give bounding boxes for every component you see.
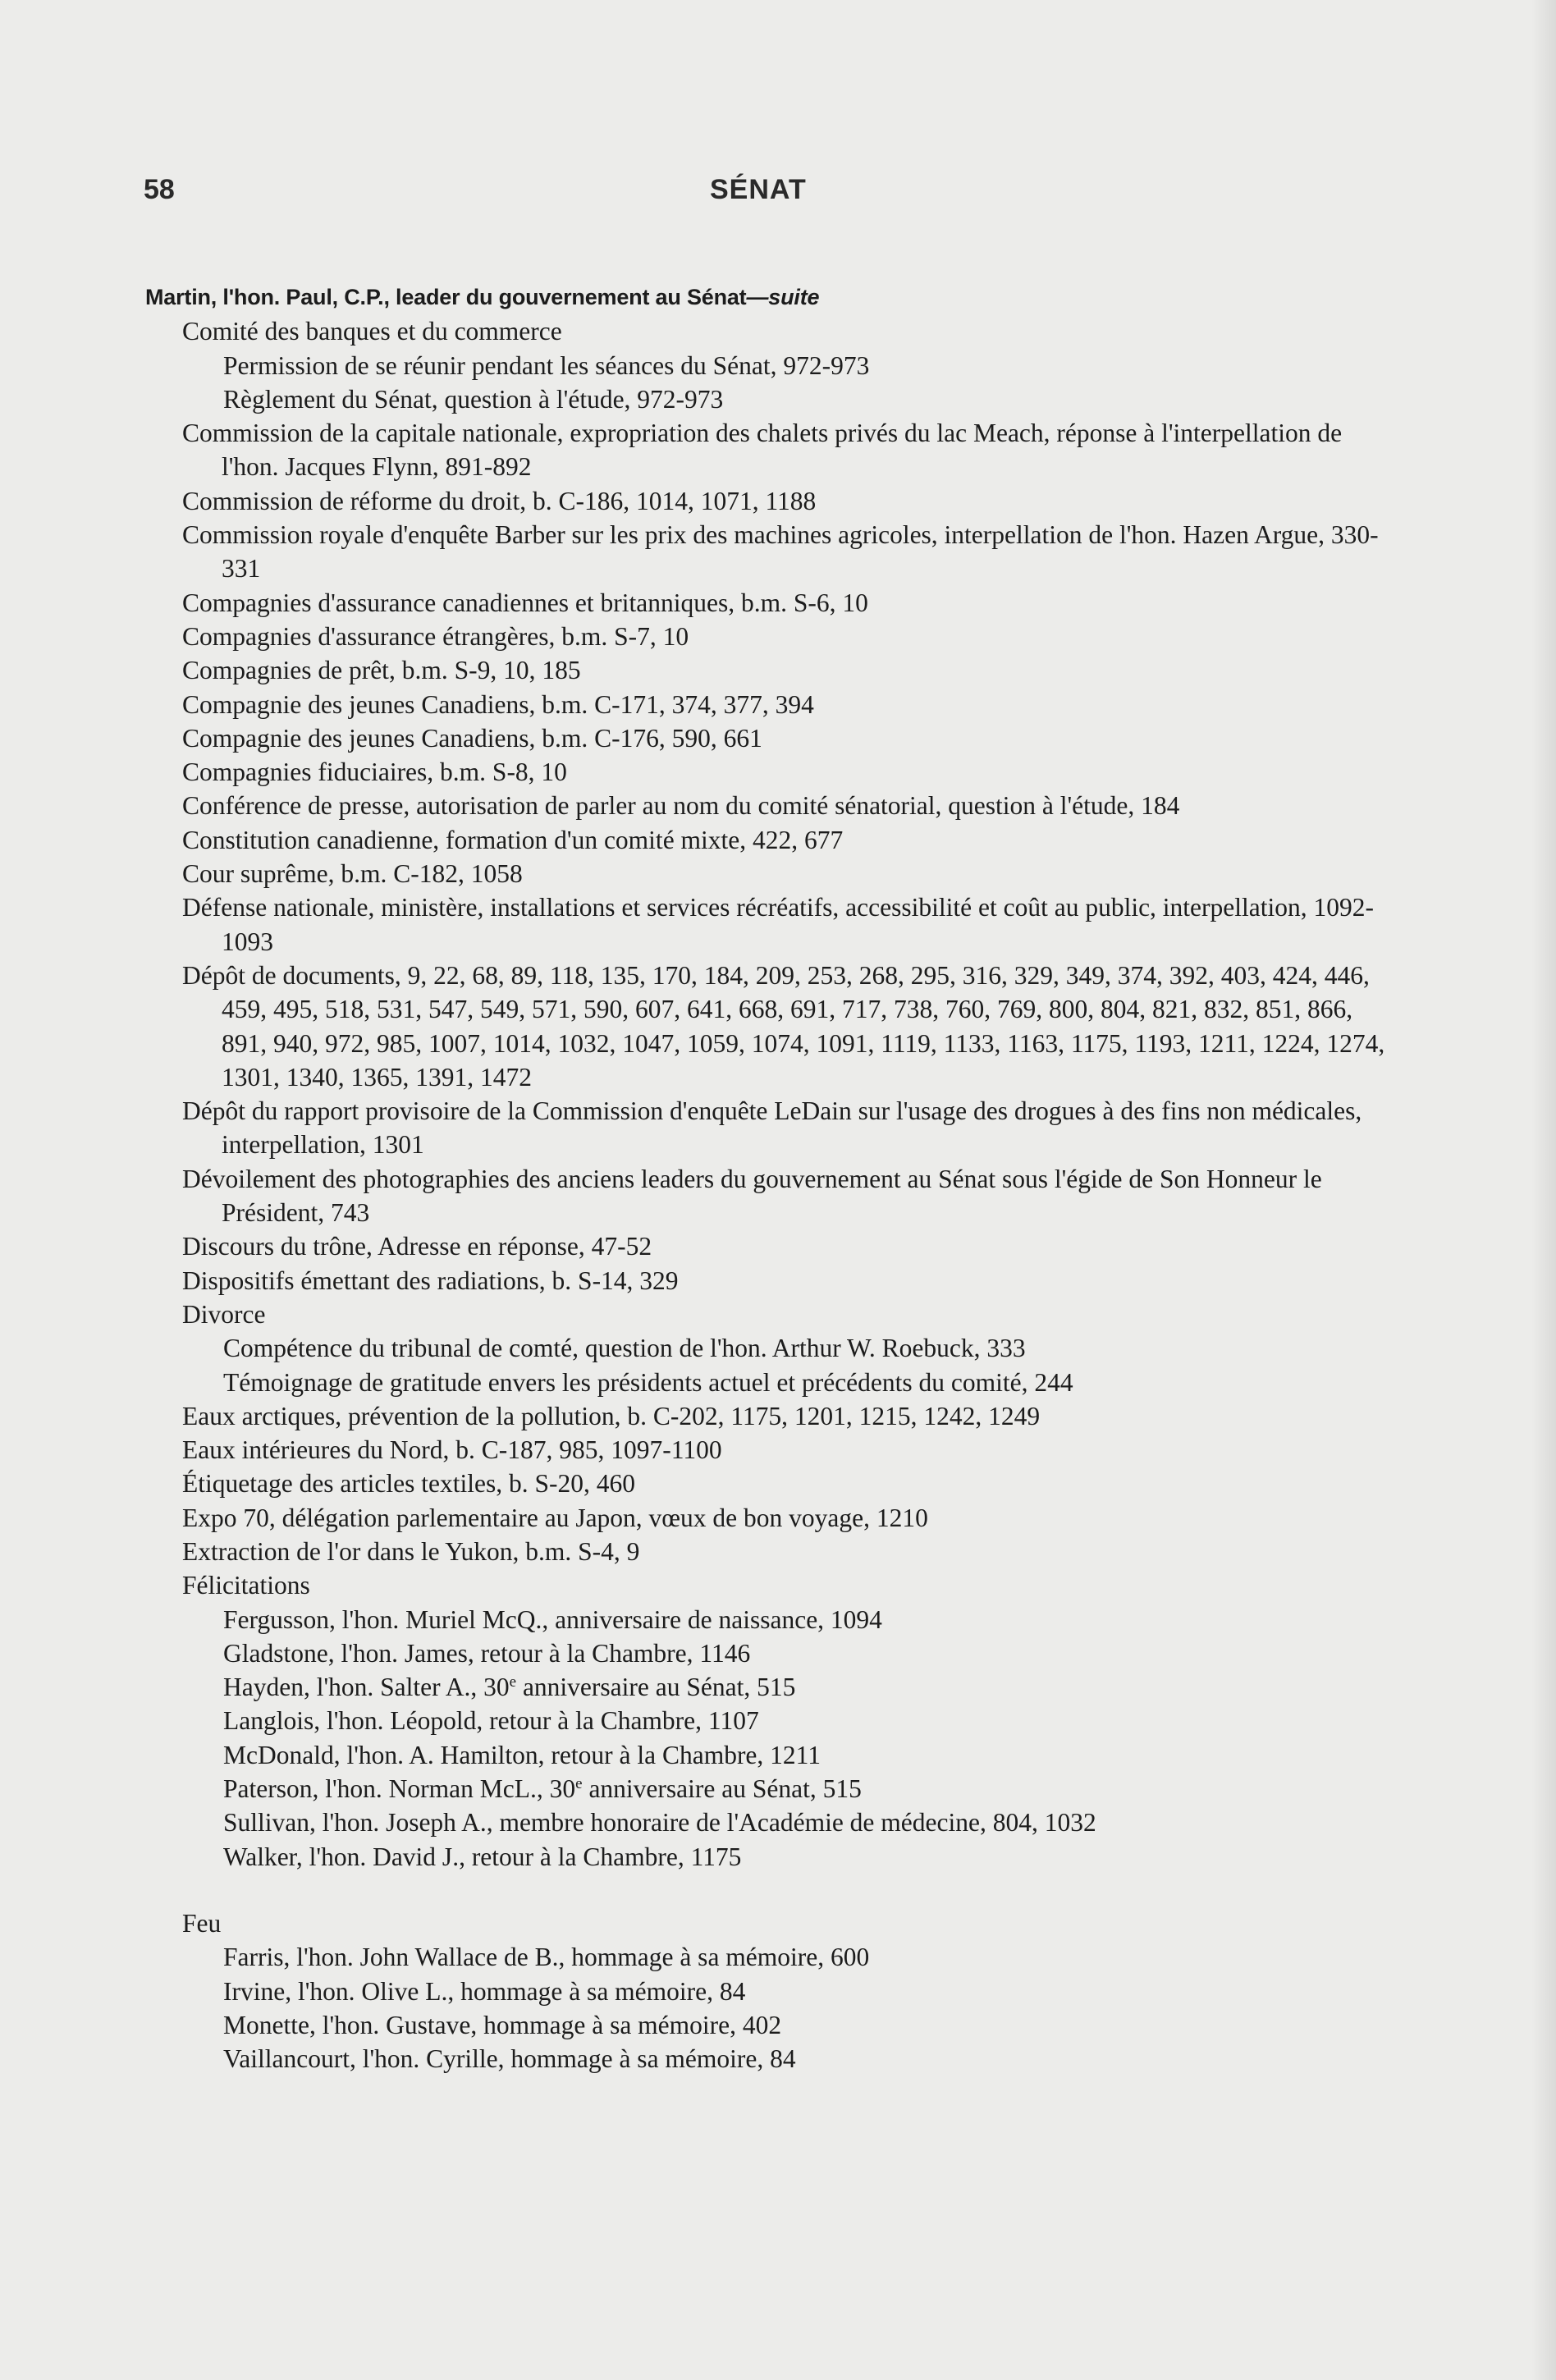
index-subentry xyxy=(182,1298,1401,1331)
index-subentry xyxy=(182,1906,1401,1940)
index-body xyxy=(145,281,1401,2076)
entry-text: Discours du trône, Adresse en réponse, 47-52 xyxy=(182,1232,652,1261)
index-subentry xyxy=(182,1433,1401,1467)
index-subentry xyxy=(182,314,1401,348)
entry-text: Comité des banques et du commerce xyxy=(182,317,562,346)
page-edge-shadow xyxy=(1531,0,1556,2380)
entry-text: Farris, l'hon. John Wallace de B., hommage à sa mémoire, 600 xyxy=(223,1943,870,1972)
index-subentry xyxy=(182,1162,1401,1230)
entry-text: Hayden, l'hon. Salter A., 30 xyxy=(223,1673,510,1702)
entry-text: Compagnie des jeunes Canadiens, b.m. C-171, 374, 377, 394 xyxy=(182,689,814,719)
entry-text: Monette, l'hon. Gustave, hommage à sa mémoire, 402 xyxy=(223,2010,782,2039)
entry-text: Félicitations xyxy=(182,1571,310,1600)
index-subentry xyxy=(182,1467,1401,1500)
entry-text: Extraction de l'or dans le Yukon, b.m. S-4, 9 xyxy=(182,1536,640,1566)
index-subsubentry xyxy=(223,1806,1401,1839)
index-subsubentry xyxy=(223,1636,1401,1670)
index-subentry xyxy=(182,1568,1401,1602)
index-subentry xyxy=(182,1094,1401,1162)
entry-text: Étiquetage des articles textiles, b. S-20, 460 xyxy=(182,1469,635,1499)
entry-text: Compagnies fiduciaires, b.m. S-8, 10 xyxy=(182,757,567,787)
entry-text: Fergusson, l'hon. Muriel McQ., anniversaire de naissance, 1094 xyxy=(223,1604,882,1634)
entry-text: Compagnies d'assurance canadiennes et britanniques, b.m. S-6, 10 xyxy=(182,588,868,617)
index-subsubentry xyxy=(223,1603,1401,1636)
index-subsubentry xyxy=(223,2008,1401,2042)
entry-text-continued: anniversaire au Sénat, 515 xyxy=(582,1774,862,1804)
section-gap xyxy=(145,1874,1401,1906)
page-number: 58 xyxy=(144,174,175,205)
index-subentry xyxy=(182,620,1401,653)
entry-text: Dévoilement des photographies des anciens leaders du gouvernement au Sénat sous l'égide de Son Honneur le Président, 743 xyxy=(182,1164,1322,1228)
entry-text: Vaillancourt, l'hon. Cyrille, hommage à sa mémoire, 84 xyxy=(223,2044,796,2074)
entry-text: Compétence du tribunal de comté, question de l'hon. Arthur W. Roebuck, 333 xyxy=(223,1334,1026,1363)
index-subentry xyxy=(182,1229,1401,1263)
index-subsubentry xyxy=(223,1940,1401,1974)
entry-text: Compagnies d'assurance étrangères, b.m. S-7, 10 xyxy=(182,621,689,651)
entry-text: Paterson, l'hon. Norman McL., 30 xyxy=(223,1774,576,1804)
entry-text: Feu xyxy=(182,1908,222,1938)
index-subentry xyxy=(182,518,1401,586)
entry-text: Dispositifs émettant des radiations, b. S-14, 329 xyxy=(182,1266,679,1295)
index-subentry xyxy=(182,1264,1401,1298)
index-subsubentry xyxy=(223,382,1401,416)
ordinal-superscript: e xyxy=(509,1673,517,1691)
index-subentry xyxy=(182,721,1401,755)
index-subentry xyxy=(182,959,1401,1094)
section-title: SÉNAT xyxy=(710,174,807,205)
entry-text: Commission royale d'enquête Barber sur les prix des machines agricoles, interpellation de l'hon. Hazen Argue, 330-331 xyxy=(182,520,1379,584)
entry-text: Constitution canadienne, formation d'un comité mixte, 422, 677 xyxy=(182,825,844,854)
index-subentry xyxy=(182,416,1401,484)
index-main-heading xyxy=(145,281,1401,314)
index-subentry xyxy=(182,1399,1401,1433)
index-subentry xyxy=(182,688,1401,721)
entry-text: Cour suprême, b.m. C-182, 1058 xyxy=(182,859,523,889)
heading-continued: —suite xyxy=(746,285,820,309)
index-subentry xyxy=(182,857,1401,890)
index-subsubentry xyxy=(223,1366,1401,1399)
entry-text: Conférence de presse, autorisation de parler au nom du comité sénatorial, question à l'étude, 184 xyxy=(182,791,1180,821)
heading-name: Martin, l'hon. Paul, C.P., leader du gouvernement au Sénat xyxy=(145,285,747,309)
index-subsubentry xyxy=(223,1331,1401,1365)
index-subsubentry xyxy=(223,1738,1401,1772)
index-subentry xyxy=(182,789,1401,822)
entry-text: Commission de la capitale nationale, expropriation des chalets privés du lac Meach, réponse à l'interpellation de l'hon. Jacques Flynn, 891-892 xyxy=(182,419,1343,482)
entry-text: Divorce xyxy=(182,1299,266,1329)
entry-text: Permission de se réunir pendant les séances du Sénat, 972-973 xyxy=(223,350,870,380)
entry-text: Langlois, l'hon. Léopold, retour à la Chambre, 1107 xyxy=(223,1706,759,1736)
entry-text: Témoignage de gratitude envers les présidents actuel et précédents du comité, 244 xyxy=(223,1367,1073,1397)
entry-text: Walker, l'hon. David J., retour à la Chambre, 1175 xyxy=(223,1842,742,1871)
entry-text-continued: anniversaire au Sénat, 515 xyxy=(516,1673,796,1702)
index-subsubentry xyxy=(223,1840,1401,1874)
index-subentry xyxy=(182,823,1401,857)
entry-text: Défense nationale, ministère, installations et services récréatifs, accessibilité et coût au public, interpellation, 1092-1093 xyxy=(182,893,1374,956)
index-subsubentry xyxy=(223,349,1401,382)
entry-text: Gladstone, l'hon. James, retour à la Chambre, 1146 xyxy=(223,1638,751,1668)
index-subsubentry xyxy=(223,2042,1401,2076)
entry-text: McDonald, l'hon. A. Hamilton, retour à la Chambre, 1211 xyxy=(223,1740,821,1769)
index-subentry xyxy=(182,653,1401,687)
entry-text: Eaux intérieures du Nord, b. C-187, 985, 1097-1100 xyxy=(182,1435,722,1465)
index-subentry xyxy=(182,1501,1401,1535)
entry-text: Commission de réforme du droit, b. C-186, 1014, 1071, 1188 xyxy=(182,486,817,515)
entry-text: Dépôt de documents, 9, 22, 68, 89, 118, 135, 170, 184, 209, 253, 268, 295, 316, 329, 349, 374, 392, 403, 424, 446, 459, 495, 518, 531, 547, 549, 571, 590, 607, 641, 668, 691, 717, 738, 760, 769, 800, 804, 821, 832, 851, 866, 891, 940, 972, 985, 1007, 1014, 1032, 1047, 1059, 1074, 1091, 1119, 1133, 1163, 1175, 1193, 1211, 1224, 1274, 1301, 1340, 1365, 1391, 1472 xyxy=(182,960,1385,1092)
entry-text: Règlement du Sénat, question à l'étude, 972-973 xyxy=(223,384,724,414)
entry-text: Compagnie des jeunes Canadiens, b.m. C-176, 590, 661 xyxy=(182,723,762,753)
index-subentry xyxy=(182,484,1401,518)
entry-text: Sullivan, l'hon. Joseph A., membre honoraire de l'Académie de médecine, 804, 1032 xyxy=(223,1808,1096,1838)
running-head xyxy=(144,174,1407,215)
entry-text: Compagnies de prêt, b.m. S-9, 10, 185 xyxy=(182,656,581,685)
index-subentry xyxy=(182,755,1401,789)
entry-text: Eaux arctiques, prévention de la pollution, b. C-202, 1175, 1201, 1215, 1242, 1249 xyxy=(182,1401,1041,1430)
entry-text: Expo 70, délégation parlementaire au Japon, vœux de bon voyage, 1210 xyxy=(182,1503,928,1532)
index-subsubentry xyxy=(223,1975,1401,2008)
ordinal-superscript: e xyxy=(575,1775,583,1793)
index-subsubentry xyxy=(223,1670,1401,1704)
index-subentry xyxy=(182,1535,1401,1568)
index-subsubentry xyxy=(223,1704,1401,1737)
index-subentry xyxy=(182,890,1401,959)
entry-text: Irvine, l'hon. Olive L., hommage à sa mémoire, 84 xyxy=(223,1976,746,2006)
index-subsubentry xyxy=(223,1772,1401,1806)
index-subentry xyxy=(182,586,1401,620)
entry-text: Dépôt du rapport provisoire de la Commission d'enquête LeDain sur l'usage des drogues à des fins non médicales, interpellation, 1301 xyxy=(182,1096,1362,1160)
